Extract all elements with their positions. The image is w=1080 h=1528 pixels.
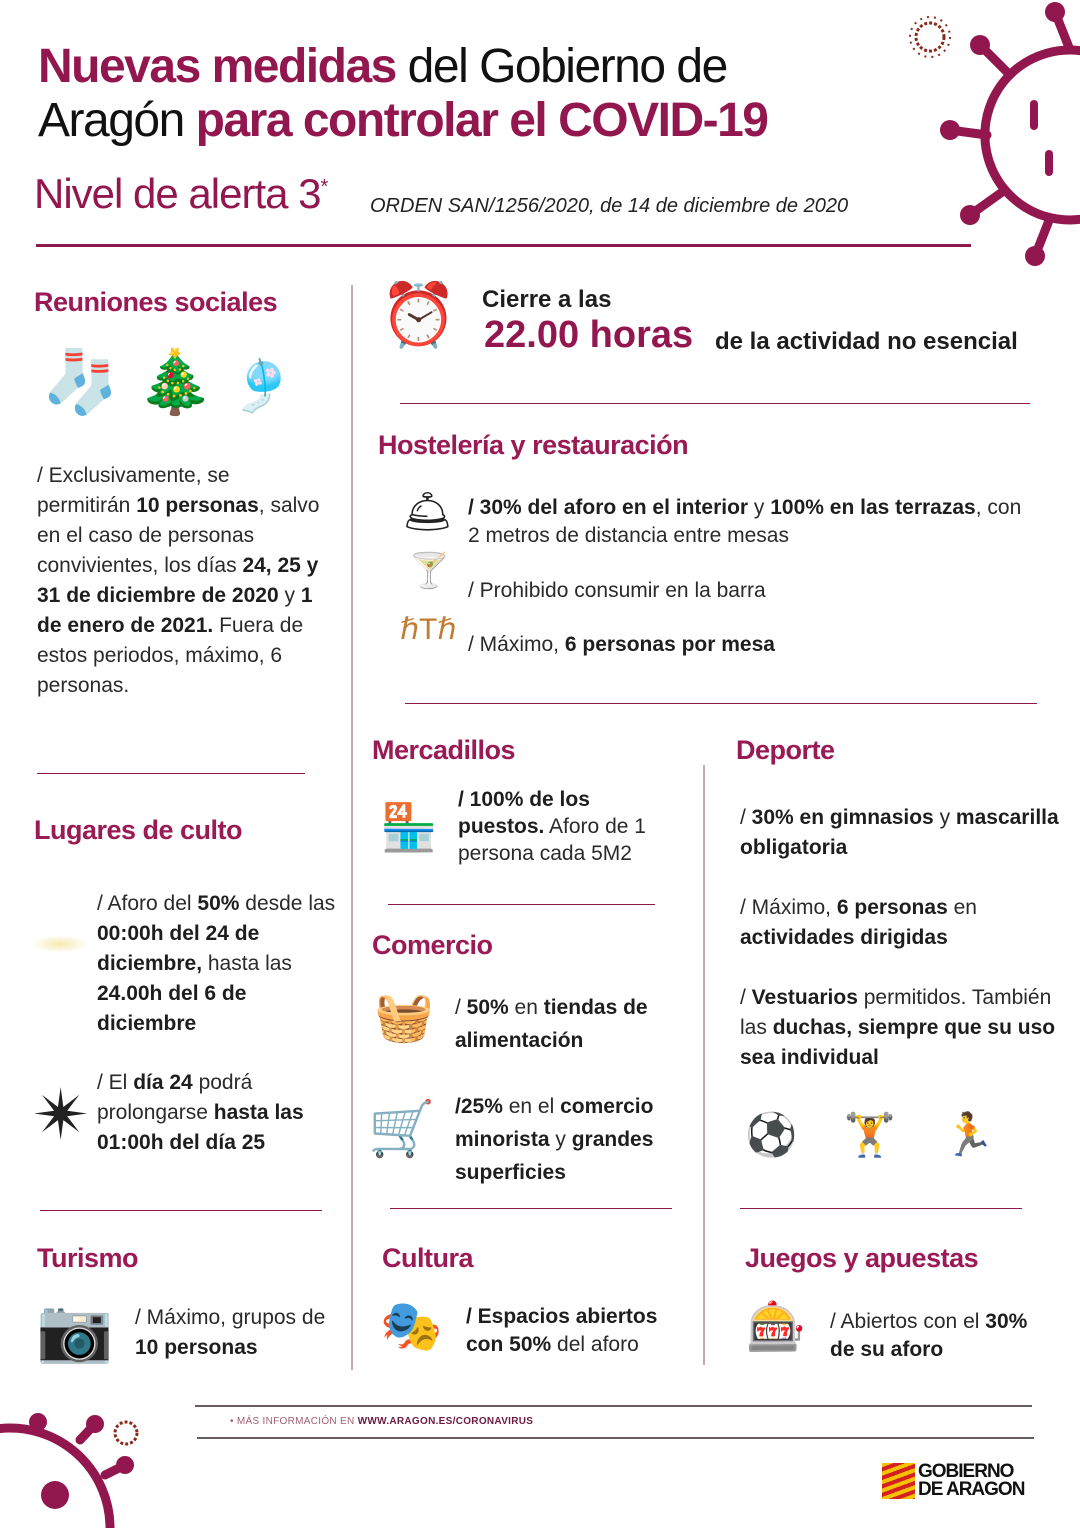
text: Aragón xyxy=(38,94,196,147)
bold-text: 100% en las terrazas xyxy=(770,496,976,519)
divider xyxy=(400,403,1030,404)
comercio-item-2 xyxy=(455,1090,695,1189)
text: Fuera de estos periodos, máximo, 6 personas. xyxy=(37,614,304,697)
cloche-icon: 🛎 xyxy=(402,490,453,534)
section-title-juegos: Juegos y apuestas xyxy=(745,1243,979,1273)
text: / Aforo del xyxy=(97,892,198,915)
bold-text: 10 personas xyxy=(136,494,259,517)
text: en xyxy=(508,996,544,1019)
bold-text: /25% xyxy=(455,1095,503,1118)
more-info: • MÁS INFORMACIÓN EN WWW.ARAGON.ES/CORONAVIRUS xyxy=(230,1416,534,1427)
title-line-2 xyxy=(38,94,767,148)
bold-text: Nuevas medidas xyxy=(38,40,396,93)
star-icon: ✴ xyxy=(32,1076,91,1154)
text: / Abiertos con el xyxy=(830,1310,986,1333)
bold-text: grandes superficies xyxy=(455,1128,654,1184)
turismo-text xyxy=(135,1303,335,1363)
table-chairs-icon: ℏΤℏ xyxy=(400,613,457,646)
divider xyxy=(740,1208,1022,1209)
casino-chips-icon: 🎰 xyxy=(746,1301,806,1354)
deporte-item xyxy=(740,893,1060,953)
bold-text: Vestuarios xyxy=(751,986,858,1009)
candle-light-icon xyxy=(30,935,90,953)
section-title-comercio: Comercio xyxy=(372,930,493,960)
bold-text: 6 personas xyxy=(836,896,948,919)
bold-text: 24, 25 y 31 de diciembre de 2020 xyxy=(37,554,319,607)
info-link[interactable]: WWW.ARAGON.ES/CORONAVIRUS xyxy=(357,1416,534,1427)
bold-text: 50% xyxy=(466,996,509,1019)
comercio-item-1 xyxy=(455,991,695,1057)
sport-icons xyxy=(745,1110,995,1160)
alarm-clock-icon: ⏰ xyxy=(380,281,458,350)
mercadillos-text xyxy=(458,786,673,867)
text: / xyxy=(740,806,752,829)
section-title-deporte: Deporte xyxy=(736,735,835,765)
footer-divider xyxy=(195,1405,1032,1407)
deporte-item xyxy=(740,803,1060,863)
section-title-reuniones: Reuniones sociales xyxy=(34,287,278,317)
bold-text: actividades dirigidas xyxy=(740,926,948,949)
text: / Máximo, xyxy=(468,633,565,656)
hosteleria-item xyxy=(468,494,1028,550)
text: permitidos. También las xyxy=(740,986,1052,1039)
culto-item-2 xyxy=(97,1068,337,1158)
text: / Exclusivamente, se permitirán xyxy=(37,464,230,517)
divider xyxy=(388,904,655,905)
bold-text: / 30% del aforo en el interior xyxy=(468,496,749,519)
camera-icon: 📷 xyxy=(36,1296,114,1365)
hosteleria-item xyxy=(468,576,1028,606)
hosteleria-item xyxy=(468,630,1028,660)
bold-text: duchas, siempre que su uso sea individual xyxy=(740,1016,1056,1069)
bold-text: 10 personas xyxy=(135,1336,258,1359)
basket-icon: 🧺 xyxy=(374,991,434,1044)
text: / El xyxy=(97,1071,134,1094)
christmas-tree-icon: 🎄 xyxy=(136,348,214,417)
logo-line: GOBIERNO xyxy=(918,1461,1014,1482)
bold-text: 1 de enero de 2021. xyxy=(37,584,313,637)
text: y xyxy=(549,1128,572,1151)
cultura-text xyxy=(466,1303,696,1359)
bold-text: 50% xyxy=(197,892,240,915)
market-stall-icon: 🏪 xyxy=(380,801,438,853)
aragon-flag-icon xyxy=(882,1463,915,1499)
text: , salvo en el caso de personas convivientes, los días xyxy=(37,494,320,577)
bold-text: / 100% de los puestos. xyxy=(458,788,590,838)
weightlifter-icon: 🏋 xyxy=(843,1111,897,1158)
bold-text: para controlar el COVID-19 xyxy=(195,94,768,147)
cierre-rest: de la actividad no esencial xyxy=(715,328,1018,355)
logo-line: DE ARAGON xyxy=(918,1479,1025,1500)
shopping-cart-icon: 🛒 xyxy=(368,1099,436,1159)
order-reference: ORDEN SAN/1256/2020, de 14 de diciembre de 2020 xyxy=(370,195,849,217)
text: / xyxy=(740,986,752,1009)
text: / xyxy=(455,996,467,1019)
juegos-text xyxy=(830,1308,1030,1364)
bold-text: 6 personas por mesa xyxy=(564,633,775,656)
text: y xyxy=(278,584,301,607)
footer-divider xyxy=(197,1437,1034,1439)
text: y xyxy=(933,806,956,829)
section-title-turismo: Turismo xyxy=(37,1243,139,1273)
text: hasta las xyxy=(202,952,292,975)
ornament-icon: 🎐 xyxy=(230,358,294,414)
reuniones-text xyxy=(37,461,327,701)
title-line-1 xyxy=(38,40,727,94)
christmas-icons xyxy=(42,338,293,431)
text: Aforo de 1 persona cada 5M2 xyxy=(458,815,646,865)
small-virus-icon xyxy=(108,1415,144,1451)
text: y xyxy=(748,496,771,519)
text: / Máximo, xyxy=(740,896,837,919)
bold-text: día 24 xyxy=(133,1071,193,1094)
divider xyxy=(390,1208,672,1209)
bold-text: hasta las 01:00h del día 25 xyxy=(97,1101,304,1154)
bold-text: 30% en gimnasios xyxy=(751,806,934,829)
cocktail-icon: 🍸 xyxy=(408,552,451,590)
divider xyxy=(37,773,305,774)
section-title-mercadillos: Mercadillos xyxy=(372,735,516,765)
divider xyxy=(40,1210,322,1211)
alert-level: Nivel de alerta 3* xyxy=(34,170,328,217)
stocking-icon: 🧦 xyxy=(42,348,120,417)
runner-icon: 🏃 xyxy=(942,1111,995,1158)
cierre-line1: Cierre a las xyxy=(482,286,612,313)
section-title-culto: Lugares de culto xyxy=(34,815,243,845)
text: en xyxy=(947,896,977,919)
text: en el xyxy=(502,1095,561,1118)
column-divider xyxy=(703,765,705,1365)
column-divider xyxy=(351,285,353,1370)
divider xyxy=(405,703,1037,704)
theater-masks-icon: 🎭 xyxy=(380,1298,443,1354)
culto-item-1 xyxy=(97,889,342,1039)
text: / Prohibido consumir en la barra xyxy=(468,579,766,602)
bold-text: / Espacios abiertos con 50% xyxy=(466,1305,658,1356)
small-virus-icon xyxy=(905,12,955,62)
virus-icon xyxy=(935,0,1080,270)
text: del Gobierno de xyxy=(395,40,727,93)
section-title-cultura: Cultura xyxy=(382,1243,473,1273)
text: podrá prolongarse xyxy=(97,1071,253,1124)
gobierno-aragon-logo xyxy=(882,1463,1024,1499)
soccer-ball-icon: ⚽ xyxy=(745,1111,798,1158)
cierre-time: 22.00 horas xyxy=(484,314,694,356)
bold-text: comercio minorista xyxy=(455,1095,654,1151)
bold-text: tiendas de alimentación xyxy=(455,996,648,1052)
bold-text: 30% de su aforo xyxy=(830,1310,1028,1361)
bold-text: 00:00h del 24 de diciembre, xyxy=(97,922,260,975)
section-title-hosteleria: Hostelería y restauración xyxy=(378,430,689,460)
header-divider xyxy=(36,244,971,247)
bold-text: mascarilla obligatoria xyxy=(740,806,1059,859)
text: , con 2 metros de distancia entre mesas xyxy=(468,496,1022,547)
text: del aforo xyxy=(551,1333,639,1356)
deporte-item xyxy=(740,983,1060,1073)
text: desde las xyxy=(239,892,336,915)
text: / Máximo, grupos de xyxy=(135,1306,326,1329)
bold-text: 24.00h del 6 de diciembre xyxy=(97,982,247,1035)
